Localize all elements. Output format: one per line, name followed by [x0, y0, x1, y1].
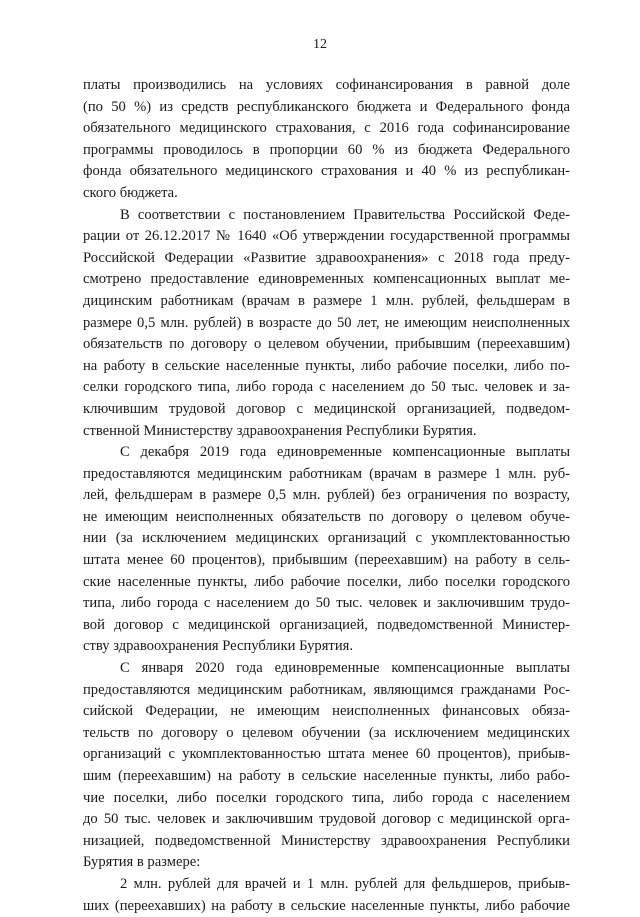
document-body [83, 75, 570, 917]
text-line: не имеющим неисполненных обязательств по договору о целевом обуче- [83, 508, 570, 525]
text-line: низацией, подведомственной Министерству здравоохранения Республики [83, 832, 570, 849]
text-line: рации от 26.12.2017 № 1640 «Об утверждении государственной программы [83, 228, 570, 245]
text-line: предоставляются медицинским работникам, являющимся гражданами Рос- [83, 681, 570, 698]
paragraph [83, 874, 570, 917]
page-number: 12 [313, 37, 327, 52]
paragraph [83, 205, 570, 443]
text-line: В соответствии с постановлением Правительства Российской Феде- [120, 206, 570, 223]
text-line: ского бюджета. [83, 184, 178, 201]
text-line: ству здравоохранения Республики Бурятия. [83, 638, 353, 655]
text-line: на работу в сельские населенные пункты, либо рабочие поселки, либо по- [83, 357, 570, 374]
text-line: вой договор с медицинской организацией, подведомственной Министер- [83, 616, 570, 633]
text-line: 2 млн. рублей для врачей и 1 млн. рублей для фельдшеров, прибыв- [120, 875, 570, 892]
text-line: тельств по договору о целевом обучении (за исключением медицинских [83, 724, 570, 741]
text-line: ские населенные пункты, либо рабочие поселки, либо поселки городского [83, 573, 570, 590]
text-line: ключившим трудовой договор с медицинской организацией, подведом- [83, 400, 570, 417]
paragraph [83, 442, 570, 658]
text-line: предоставляются медицинским работникам (врачам в размере 1 млн. руб- [83, 465, 570, 482]
text-line: лей, фельдшерам в размере 0,5 млн. рублей) без ограничения по возрасту, [83, 487, 570, 504]
text-line: типа, либо города с населением до 50 тыс. человек и заключившим трудо- [83, 595, 570, 612]
text-line: селки городского типа, либо города с населением до 50 тыс. человек и за- [83, 379, 570, 396]
text-line: С января 2020 года единовременные компенсационные выплаты [120, 660, 570, 677]
text-line: ственной Министерству здравоохранения Республики Бурятия. [83, 422, 477, 439]
text-line: организаций с укомплектованностью штата менее 60 процентов), прибыв- [83, 746, 570, 763]
text-line: шим (переехавшим) на работу в сельские населенные пункты, либо рабо- [83, 768, 570, 784]
text-line: нии (за исключением медицинских организаций с укомплектованностью [83, 530, 570, 547]
text-line: дицинским работникам (врачам в размере 1 млн. рублей, фельдшерам в [83, 292, 570, 309]
text-line: платы производились на условиях софинансирования в равной доле [83, 77, 570, 93]
text-line: Бурятия в размере: [83, 854, 201, 871]
paragraph [83, 75, 570, 205]
text-line: ших (переехавших) на работу в сельские населенные пункты, либо рабочие [83, 897, 570, 914]
text-line: штата менее 60 процентов), прибывшим (переехавшим) на работу в сель- [83, 552, 570, 569]
text-line: (по 50 %) из средств республиканского бюджета и Федерального фонда [83, 98, 570, 115]
text-line: обязательств по договору о целевом обучении, прибывшим (переехавшим) [83, 336, 570, 353]
text-line: фонда обязательного медицинского страхования и 40 % из республикан- [83, 163, 570, 180]
text-line: размере 0,5 млн. рублей) в возрасте до 50 лет, не имеющим неисполненных [83, 314, 570, 331]
text-line: Российской Федерации «Развитие здравоохранения» с 2018 года преду- [83, 249, 570, 266]
text-line: программы проводилось в пропорции 60 % из бюджета Федерального [83, 141, 570, 158]
text-line: обязательного медицинского страхования, с 2016 года софинансирование [83, 120, 570, 137]
text-line: С декабря 2019 года единовременные компенсационные выплаты [120, 444, 570, 461]
text-line: сийской Федерации, не имеющим неисполненных финансовых обяза- [83, 703, 570, 720]
text-line: смотрено предоставление единовременных компенсационных выплат ме- [83, 271, 570, 288]
text-line: до 50 тыс. человек и заключившим трудовой договор с медицинской орга- [83, 811, 570, 828]
paragraph [83, 658, 570, 874]
text-line: чие поселки, либо поселки городского типа, либо города с населением [83, 789, 570, 806]
